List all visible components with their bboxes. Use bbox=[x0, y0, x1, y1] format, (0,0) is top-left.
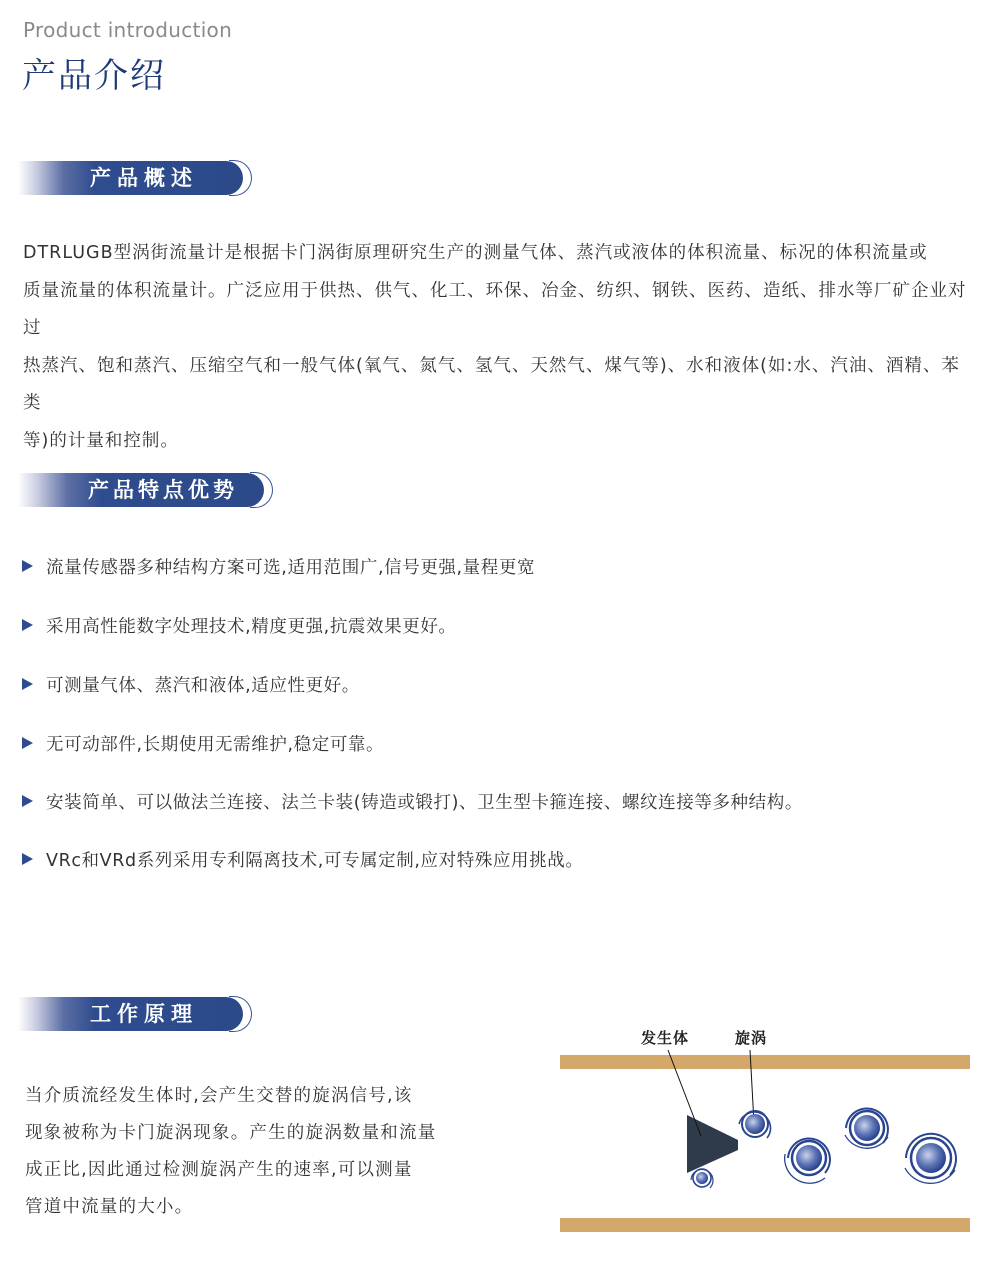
section-header-overview bbox=[18, 161, 253, 195]
principle-line: 成正比,因此通过检测旋涡产生的速率,可以测量 bbox=[25, 1160, 413, 1180]
principle-paragraph bbox=[25, 1078, 465, 1226]
section-title: 产品特点优势 bbox=[88, 478, 238, 502]
feature-item bbox=[22, 730, 384, 756]
bullet-triangle-icon bbox=[22, 853, 33, 865]
feature-text: VRc和VRd系列采用专利隔离技术,可专属定制,应对特殊应用挑战。 bbox=[46, 850, 584, 871]
vortex-icon bbox=[739, 1111, 770, 1138]
bullet-triangle-icon bbox=[22, 795, 33, 807]
bullet-triangle-icon bbox=[22, 560, 33, 572]
page-title: 产品介绍 bbox=[22, 56, 166, 96]
principle-line: 管道中流量的大小。 bbox=[25, 1197, 194, 1217]
section-header-arc bbox=[250, 472, 273, 508]
overview-paragraph bbox=[23, 235, 973, 460]
pipe-wall-top bbox=[560, 1055, 970, 1069]
vortex-icon bbox=[785, 1138, 830, 1183]
bullet-triangle-icon bbox=[22, 619, 33, 631]
vortex-diagram bbox=[555, 1020, 975, 1240]
feature-item bbox=[22, 788, 803, 814]
label-vortex: 旋涡 bbox=[735, 1029, 768, 1047]
vortex-icon bbox=[845, 1108, 888, 1148]
vortex-icon bbox=[691, 1169, 713, 1188]
bullet-triangle-icon bbox=[22, 737, 33, 749]
section-header-principle bbox=[18, 997, 253, 1031]
overview-line: DTRLUGB型涡街流量计是根据卡门涡街原理研究生产的测量气体、蒸汽或液体的体积流量、标况的体积流量或 bbox=[23, 243, 928, 263]
vortex-diagram-graphic bbox=[555, 1020, 975, 1240]
overview-line: 热蒸汽、饱和蒸汽、压缩空气和一般气体(氧气、氮气、氢气、天然气、煤气等)、水和液体(如:水、汽油、酒精、苯类 bbox=[23, 355, 960, 413]
feature-item bbox=[22, 671, 360, 697]
bluff-body-icon bbox=[687, 1115, 738, 1173]
feature-item bbox=[22, 846, 583, 872]
subtitle-en: Product introduction bbox=[23, 18, 233, 42]
label-bluff-body: 发生体 bbox=[641, 1029, 690, 1047]
vortex-icon bbox=[905, 1134, 956, 1184]
feature-text: 安装简单、可以做法兰连接、法兰卡装(铸造或锻打)、卫生型卡箍连接、螺纹连接等多种结构。 bbox=[46, 792, 803, 813]
feature-text: 可测量气体、蒸汽和液体,适应性更好。 bbox=[46, 675, 360, 696]
section-title: 工作原理 bbox=[90, 1002, 198, 1026]
feature-text: 流量传感器多种结构方案可选,适用范围广,信号更强,量程更宽 bbox=[46, 557, 536, 578]
feature-text: 采用高性能数字处理技术,精度更强,抗震效果更好。 bbox=[46, 616, 457, 637]
section-header-arc bbox=[229, 160, 252, 196]
pipe-wall-bottom bbox=[560, 1218, 970, 1232]
section-title: 产品概述 bbox=[90, 166, 198, 190]
section-header-arc bbox=[229, 996, 252, 1032]
feature-item bbox=[22, 553, 535, 579]
principle-line: 当介质流经发生体时,会产生交替的旋涡信号,该 bbox=[25, 1086, 413, 1106]
overview-line: 等)的计量和控制。 bbox=[23, 430, 179, 451]
bullet-triangle-icon bbox=[22, 678, 33, 690]
feature-text: 无可动部件,长期使用无需维护,稳定可靠。 bbox=[46, 734, 385, 755]
section-header-features bbox=[18, 473, 276, 507]
principle-line: 现象被称为卡门旋涡现象。产生的旋涡数量和流量 bbox=[25, 1123, 437, 1143]
overview-line: 质量流量的体积流量计。广泛应用于供热、供气、化工、环保、冶金、纺织、钢铁、医药、造纸、排水等厂矿企业对过 bbox=[23, 280, 967, 338]
feature-item bbox=[22, 612, 457, 638]
